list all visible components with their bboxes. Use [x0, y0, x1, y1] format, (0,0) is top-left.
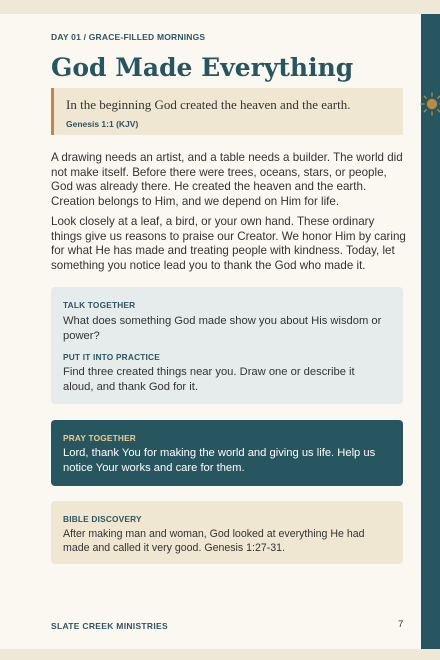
- talk-together-text: What does something God made show you about His wisdom or power?: [63, 315, 382, 342]
- discussion-card: [51, 287, 403, 404]
- key-verse-box: [51, 88, 403, 135]
- body-paragraph: Look closely at a leaf, a bird, or your own hand. These ordinary things give us reasons to praise our Creator. We honor Him by caring for what He has made and treating people with kindness. Today, let something you notice lead you to thank the God who made it.: [51, 215, 406, 272]
- pray-together-label: PRAY TOGETHER: [63, 433, 136, 443]
- series-label: DAY 01 / GRACE-FILLED MORNINGS: [51, 32, 206, 42]
- page-title: God Made Everything: [51, 53, 354, 82]
- talk-together-label: TALK TOGETHER: [63, 300, 136, 310]
- practice-text: Find three created things near you. Draw one or describe it aloud, and thank God for it.: [63, 366, 355, 393]
- bottom-border-band: [0, 649, 440, 660]
- top-border-band: [0, 0, 440, 14]
- page-number: 7: [398, 619, 404, 630]
- bible-discovery-label: BIBLE DISCOVERY: [63, 514, 142, 524]
- bible-discovery-text: After making man and woman, God looked at everything He had made and called it very good. Genesis 1:27-31.: [63, 528, 365, 554]
- ministry-name: SLATE CREEK MINISTRIES: [51, 621, 168, 631]
- bible-discovery-card: [51, 501, 403, 564]
- prayer-text: Lord, thank You for making the world and giving us life. Help us notice Your works and care for them.: [63, 447, 376, 474]
- practice-label: PUT IT INTO PRACTICE: [63, 352, 160, 362]
- body-paragraph: A drawing needs an artist, and a table needs a builder. The world did not make itself. Before there were trees, oceans, stars, or people, God was already there. He created the heaven and the earth. Creation belongs to Him, and we depend on Him for life.: [51, 151, 403, 208]
- prayer-card: [51, 420, 403, 486]
- verse-reference: Genesis 1:1 (KJV): [66, 119, 139, 129]
- verse-text: In the beginning God created the heaven and the earth.: [66, 97, 351, 112]
- sun-icon: [420, 92, 440, 116]
